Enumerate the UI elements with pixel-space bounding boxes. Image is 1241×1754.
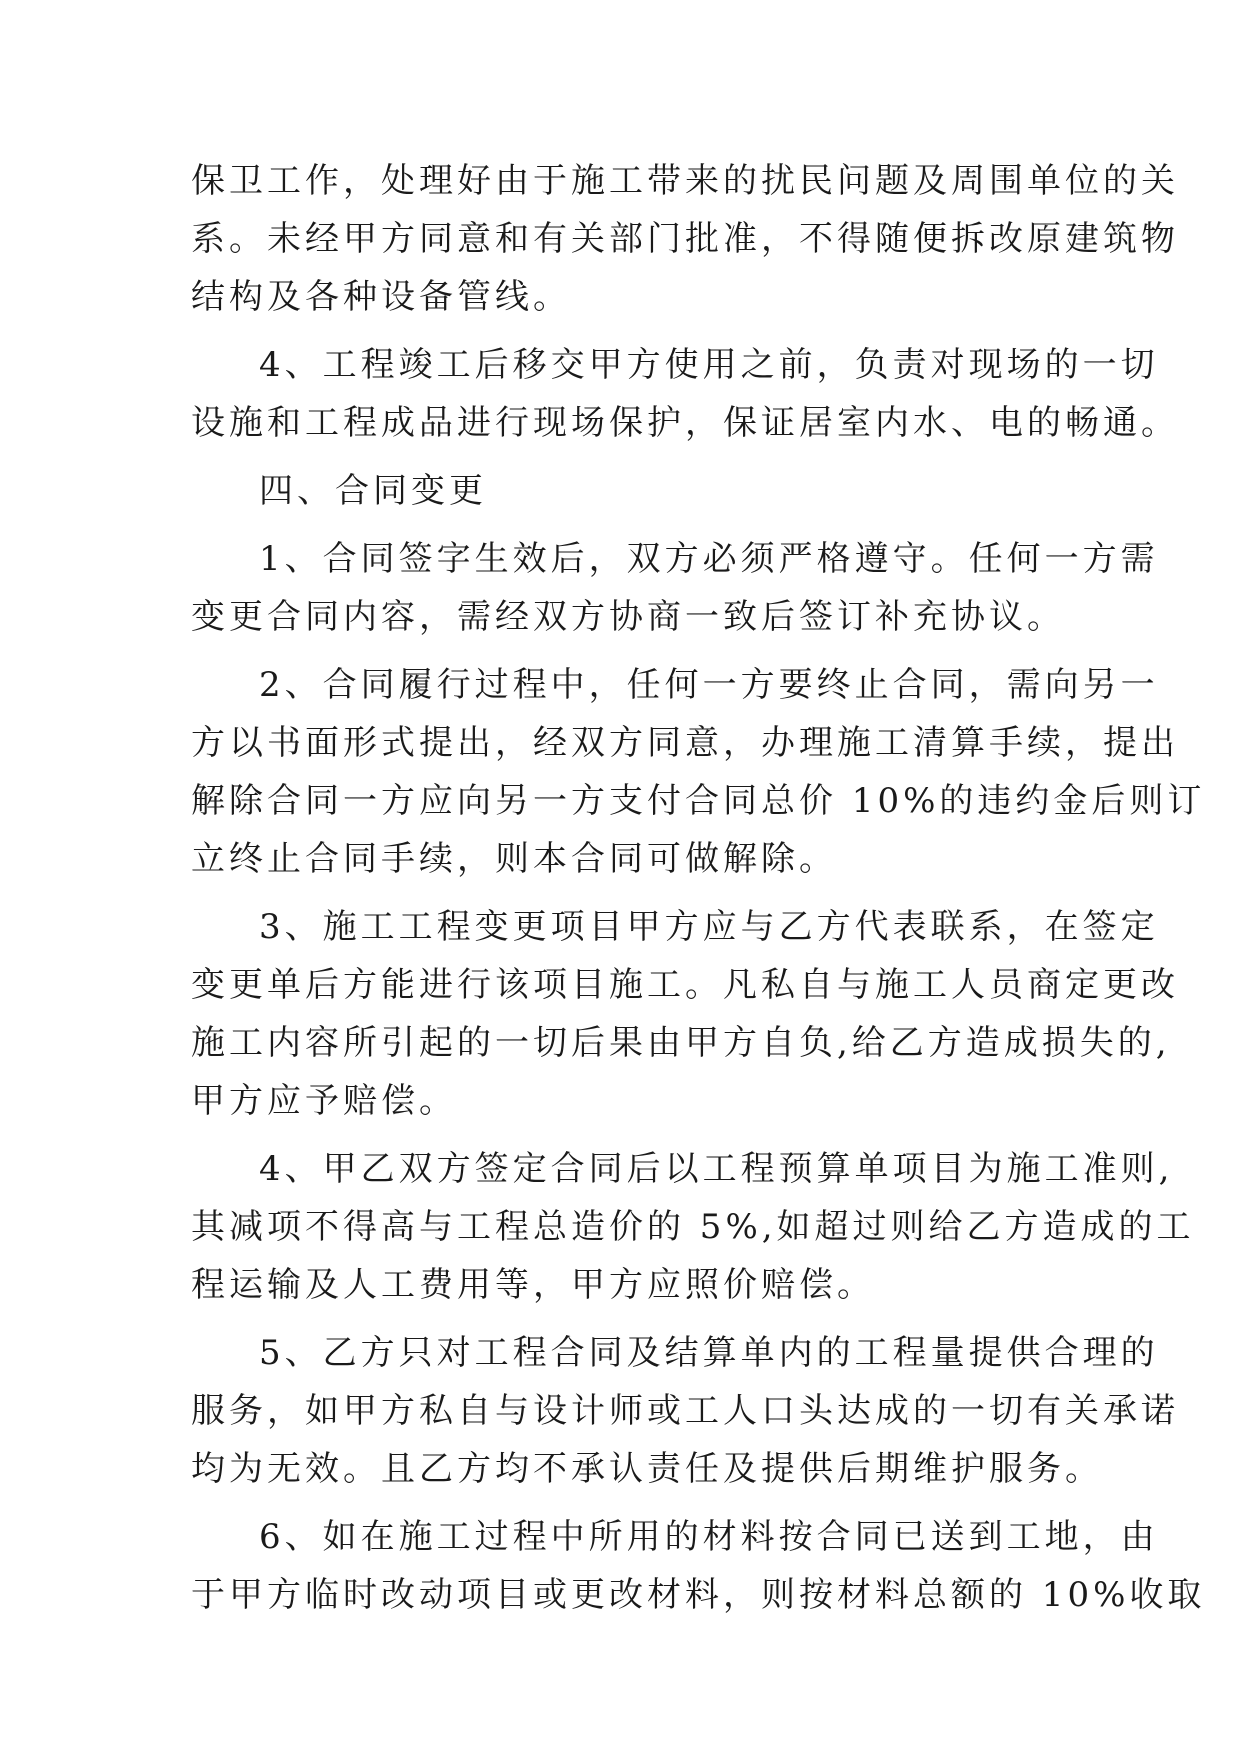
text-line: 于甲方临时改动项目或更改材料，则按材料总额的 10%收取 (191, 1575, 1206, 1615)
text-line: 4、工程竣工后移交甲方使用之前，负责对现场的一切 (259, 345, 1159, 385)
text-line: 其减项不得高与工程总造价的 5%,如超过则给乙方造成的工 (191, 1207, 1195, 1247)
text-line: 1、合同签字生效后，双方必须严格遵守。任何一方需 (259, 539, 1159, 579)
text-line: 保卫工作，处理好由于施工带来的扰民问题及周围单位的关 (191, 161, 1179, 201)
text-line: 设施和工程成品进行现场保护，保证居室内水、电的畅通。 (191, 403, 1179, 443)
document-body (191, 152, 1206, 1624)
text-line: 程运输及人工费用等，甲方应照价赔偿。 (191, 1265, 875, 1305)
text-line: 均为无效。且乙方均不承认责任及提供后期维护服务。 (191, 1449, 1103, 1489)
text-line: 服务，如甲方私自与设计师或工人口头达成的一切有关承诺 (191, 1391, 1179, 1431)
section-heading: 四、合同变更 (259, 471, 487, 511)
text-line: 结构及各种设备管线。 (191, 277, 571, 317)
text-line: 2、合同履行过程中，任何一方要终止合同，需向另一 (259, 665, 1159, 705)
text-line: 6、如在施工过程中所用的材料按合同已送到工地，由 (259, 1517, 1159, 1557)
text-line: 系。未经甲方同意和有关部门批准，不得随便拆改原建筑物 (191, 219, 1179, 259)
text-line: 4、甲乙双方签定合同后以工程预算单项目为施工准则, (259, 1149, 1174, 1189)
text-line: 变更合同内容，需经双方协商一致后签订补充协议。 (191, 597, 1065, 637)
text-line: 方以书面形式提出，经双方同意，办理施工清算手续，提出 (191, 723, 1179, 763)
text-line: 施工内容所引起的一切后果由甲方自负,给乙方造成损失的, (191, 1023, 1171, 1063)
text-line: 解除合同一方应向另一方支付合同总价 10%的违约金后则订 (191, 781, 1206, 821)
text-line: 甲方应予赔偿。 (191, 1081, 457, 1121)
text-line: 3、施工工程变更项目甲方应与乙方代表联系，在签定 (259, 907, 1159, 947)
text-line: 变更单后方能进行该项目施工。凡私自与施工人员商定更改 (191, 965, 1179, 1005)
text-line: 立终止合同手续，则本合同可做解除。 (191, 839, 837, 879)
text-line: 5、乙方只对工程合同及结算单内的工程量提供合理的 (259, 1333, 1159, 1373)
